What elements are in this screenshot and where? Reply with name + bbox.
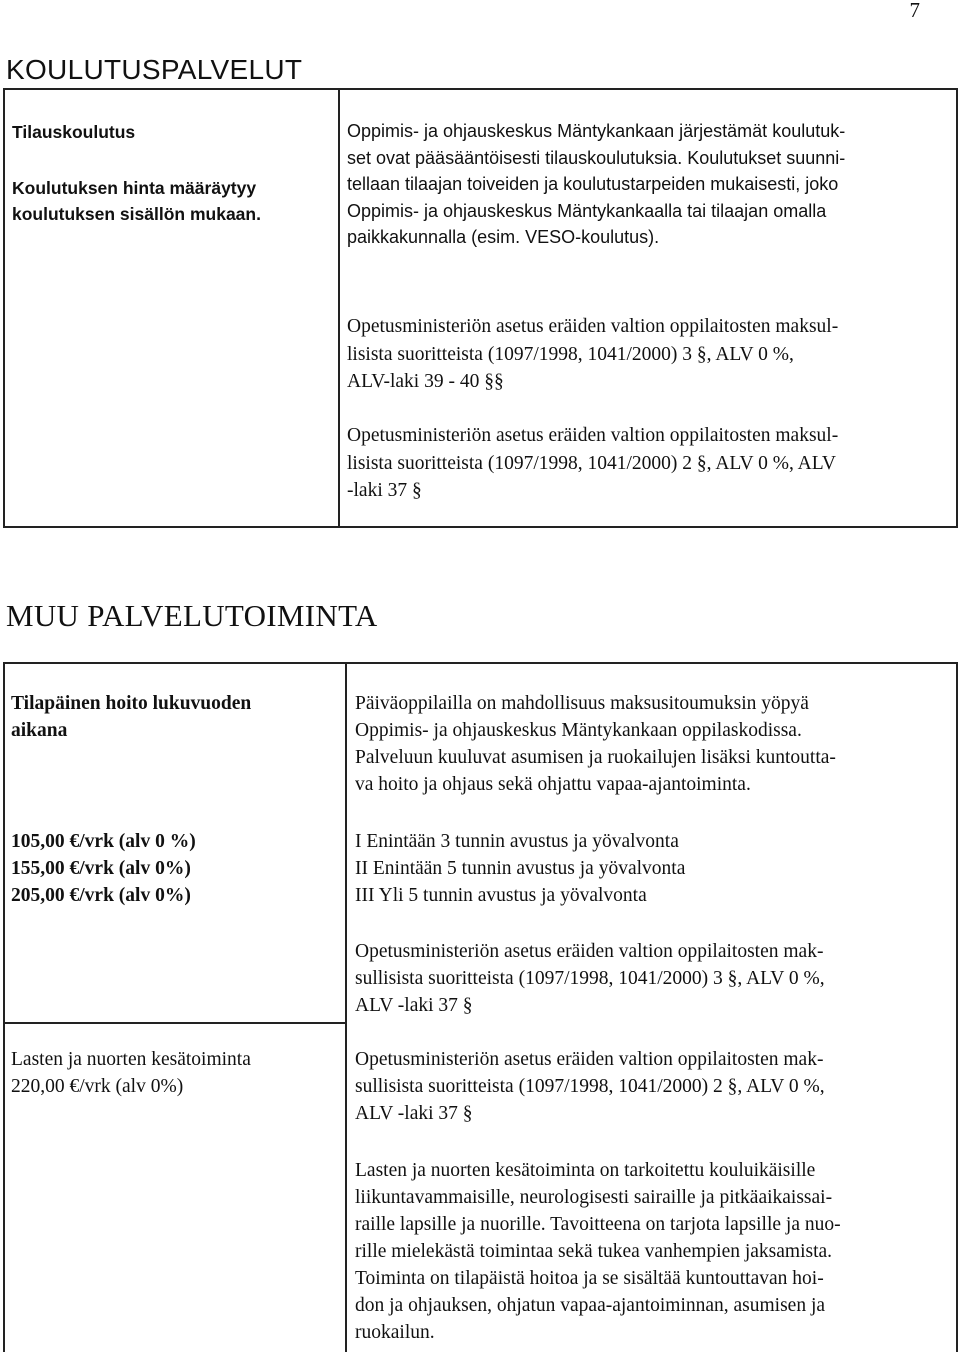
hoito-title: Tilapäinen hoito lukuvuoden aikana — [11, 693, 252, 741]
tilauskoulutus-legal-reference-2: Opetusministeriön asetus eräiden valtion oppilaitosten maksul- lisista suoritteista (1097/1998, 1041/2000) 2 §, ALV 0 %, ALV -laki 37 § — [347, 425, 839, 501]
hoito-description: Päiväoppilailla on mahdollisuus maksusitoumuksin yöpyä Oppimis- ja ohjauskeskus Mäntykankaan oppilaskodissa. Palveluun kuuluvat asumisen ja ruokailujen lisäksi kuntoutta- va hoito ja ohjaus sekä ohjattu vapaa-ajantoiminta. — [355, 693, 836, 795]
tilauskoulutus-legal-reference-1: Opetusministeriön asetus eräiden valtion oppilaitosten maksul- lisista suoritteista (1097/1998, 1041/2000) 3 §, ALV 0 %, ALV-laki 39 - 40 §§ — [347, 316, 839, 392]
kesatoiminta-title-and-price: Lasten ja nuorten kesätoiminta 220,00 €/vrk (alv 0%) — [11, 1049, 251, 1097]
tilauskoulutus-description: Oppimis- ja ohjauskeskus Mäntykankaan järjestämät koulutuk- set ovat pääsääntöisesti tilauskoulutuksia. Koulutukset suunni- tellaan tilaajan toiveiden ja koulutustarpeiden mukaisesti, joko Oppimis- ja ohjauskeskus Mäntykankaalla tai tilaajan omalla paikkakunnalla (esim. VESO-koulutus). — [347, 121, 846, 247]
tilauskoulutus-title: Tilauskoulutus — [12, 122, 136, 142]
section-heading-koulutuspalvelut: KOULUTUSPALVELUT — [6, 54, 303, 85]
hoito-prices: 105,00 €/vrk (alv 0 %) 155,00 €/vrk (alv 0%) 205,00 €/vrk (alv 0%) — [11, 831, 196, 906]
palvelu-column-divider — [345, 662, 347, 1352]
tilauskoulutus-price-note: Koulutuksen hinta määräytyy koulutuksen sisällön mukaan. — [12, 178, 261, 224]
hoito-care-levels: I Enintään 3 tunnin avustus ja yövalvonta II Enintään 5 tunnin avustus ja yövalvonta III Yli 5 tunnin avustus ja yövalvonta — [355, 831, 686, 906]
section-heading-muu-palvelutoiminta: MUU PALVELUTOIMINTA — [6, 598, 378, 633]
palvelu-row-divider — [3, 1022, 347, 1024]
koulutus-column-divider — [338, 88, 340, 528]
kesatoiminta-description: Lasten ja nuorten kesätoiminta on tarkoitettu kouluikäisille liikuntavammaisille, neurologisesti sairaille ja pitkäaikaissai- raille lapsille ja nuorille. Tavoitteena on tarjota lapsille ja nuo- rille mielekästä toimintaa sekä tukea vanhempien jaksamista. Toiminta on tilapäistä hoitoa ja se sisältää kuntouttavan hoi- don ja ohjauksen, ohjatun vapaa-ajantoiminnan, asumisen ja ruokailun. — [355, 1160, 841, 1343]
page-number: 7 — [909, 0, 920, 22]
hoito-legal-reference: Opetusministeriön asetus eräiden valtion oppilaitosten mak- sullisista suoritteista (1097/1998, 1041/2000) 3 §, ALV 0 %, ALV -laki 37 § — [355, 941, 825, 1016]
kesatoiminta-legal-reference: Opetusministeriön asetus eräiden valtion oppilaitosten mak- sullisista suoritteista (1097/1998, 1041/2000) 2 §, ALV 0 %, ALV -laki 37 § — [355, 1049, 825, 1124]
